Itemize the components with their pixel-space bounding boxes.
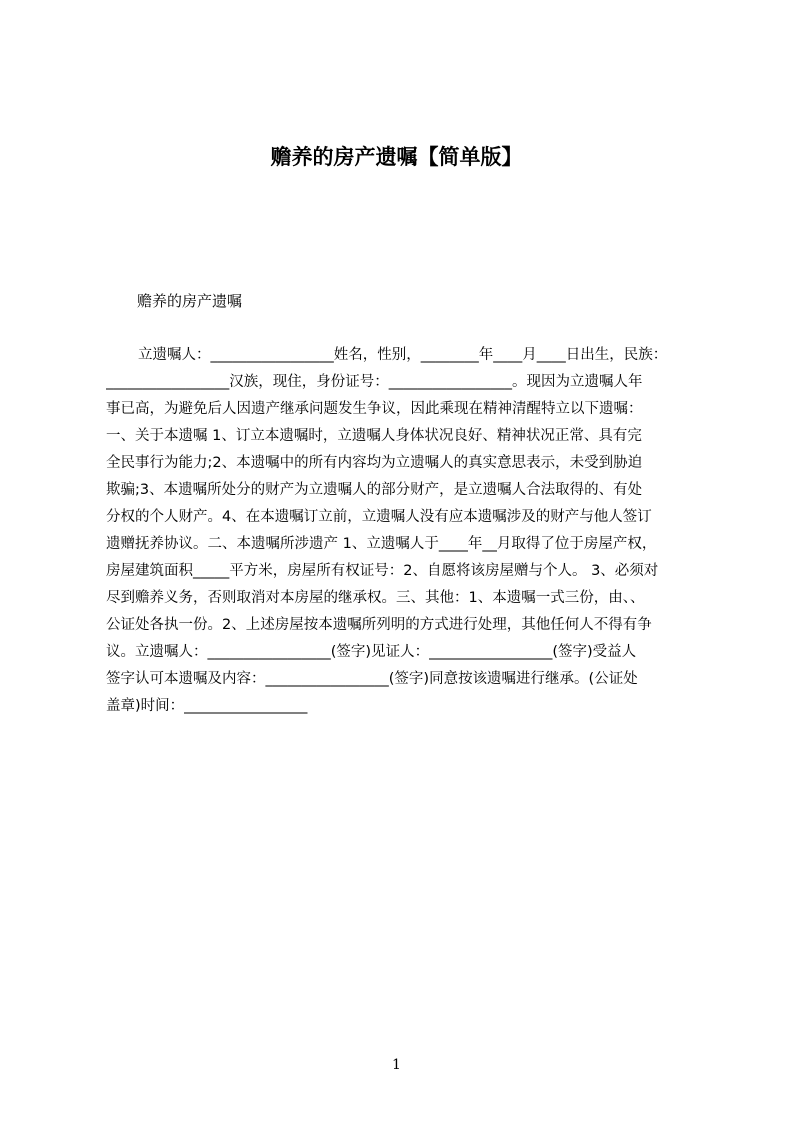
page-number: 1: [392, 1057, 401, 1073]
body-line: 遗赠抚养协议。二、本遗嘱所涉遗产 1、立遗嘱人于____年__月取得了位于房屋产权，: [106, 536, 657, 552]
body-line: 议。立遗嘱人：_________________(签字)见证人：_________________(签字)受益人: [106, 644, 637, 660]
document-body: [106, 342, 696, 722]
body-line: 立遗嘱人：_________________姓名，性别，________年____月____日出生，民族：: [138, 347, 668, 363]
body-line: 签字认可本遗嘱及内容：_________________(签字)同意按该遗嘱进行继承。(公证处: [106, 671, 638, 687]
body-line: 事已高，为避免后人因遗产继承问题发生争议，因此乘现在精神清醒特立以下遗嘱：: [106, 401, 643, 417]
body-line: 分权的个人财产。4、在本遗嘱订立前，立遗嘱人没有应本遗嘱涉及的财产与他人签订: [106, 509, 652, 525]
body-line: 盖章)时间：_________________: [106, 698, 308, 714]
document-subtitle: 赡养的房产遗嘱: [137, 292, 243, 310]
body-line: 尽到赡养义务，否则取消对本房屋的继承权。三、其他：1、本遗嘱一式三份，由、、: [106, 590, 645, 606]
body-line: 公证处各执一份。2、上述房屋按本遗嘱所列明的方式进行处理，其他任何人不得有争: [106, 617, 652, 633]
body-line: _________________汉族，现住，身份证号：_________________。现因为立遗嘱人年: [106, 374, 643, 390]
body-line: 全民事行为能力;2、本遗嘱中的所有内容均为立遗嘱人的真实意思表示，未受到胁迫: [106, 455, 643, 471]
body-line: 房屋建筑面积_____平方米，房屋所有权证号：2、自愿将该房屋赠与个人。 3、必须对: [106, 563, 659, 579]
document-title: 赡养的房产遗嘱【简单版】: [270, 145, 523, 169]
body-line: 欺骗;3、本遗嘱所处分的财产为立遗嘱人的部分财产，是立遗嘱人合法取得的、有处: [106, 482, 643, 498]
body-line: 一、关于本遗嘱 1、订立本遗嘱时，立遗嘱人身体状况良好、精神状况正常、具有完: [106, 428, 642, 444]
